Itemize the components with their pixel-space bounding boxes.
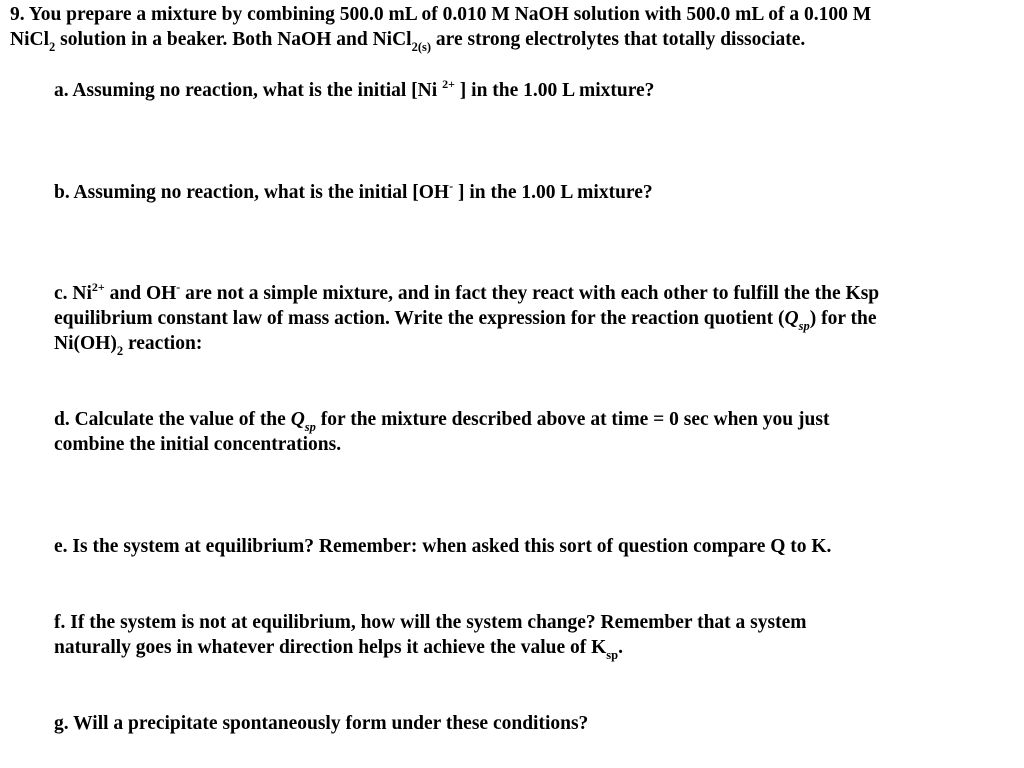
question-c-line-1: c. $Ni^{2+}$ and OH- are not a simple mixture, and in fact they react with each other to fulfill the the Ksp [54,279,880,304]
intro-line-1: 9. You prepare a mixture by combining 500.0 mL of 0.010 M NaOH solution with 500.0 mL of a 0.100 M [10,4,872,25]
question-f-line-2: naturally goes in whatever direction helps it achieve the value of $K_{sp}$. [54,637,623,662]
question-f-line-1: f. If the system is not at equilibrium, how will the system change? Remember that a system [54,612,807,633]
question-e: e. Is the system at equilibrium? Remember: when asked this sort of question compare Q to K. [54,536,832,557]
question-c-line-2: equilibrium constant law of mass action. Write the expression for the reaction quotient $(Q_{sp})$ for the [54,308,877,333]
problem-9-intro [10,2,871,52]
question-f [54,610,807,660]
question-a: a. Assuming no reaction, what is the initial [Ni $^{2+}$ ] in the 1.00 L mixture? [54,76,655,101]
question-c-line-3: $Ni(OH)_2$ reaction: [54,333,203,358]
question-d-line-2: combine the initial concentrations. [54,434,342,455]
question-c [54,281,879,356]
intro-line-2: NiCl$_2$ solution in a beaker. Both NaOH and NiCl$_{2(s)}$ are strong electrolytes that totally dissociate. [10,29,806,54]
question-b: b. Assuming no reaction, what is the initial [OH- ] in the 1.00 L mixture? [54,178,653,203]
question-g: g. Will a precipitate spontaneously form under these conditions? [54,713,589,734]
question-d [54,407,829,457]
question-d-line-1: d. Calculate the value of the $Q_{sp}$ for the mixture described above at time = 0 sec when you just [54,409,830,434]
